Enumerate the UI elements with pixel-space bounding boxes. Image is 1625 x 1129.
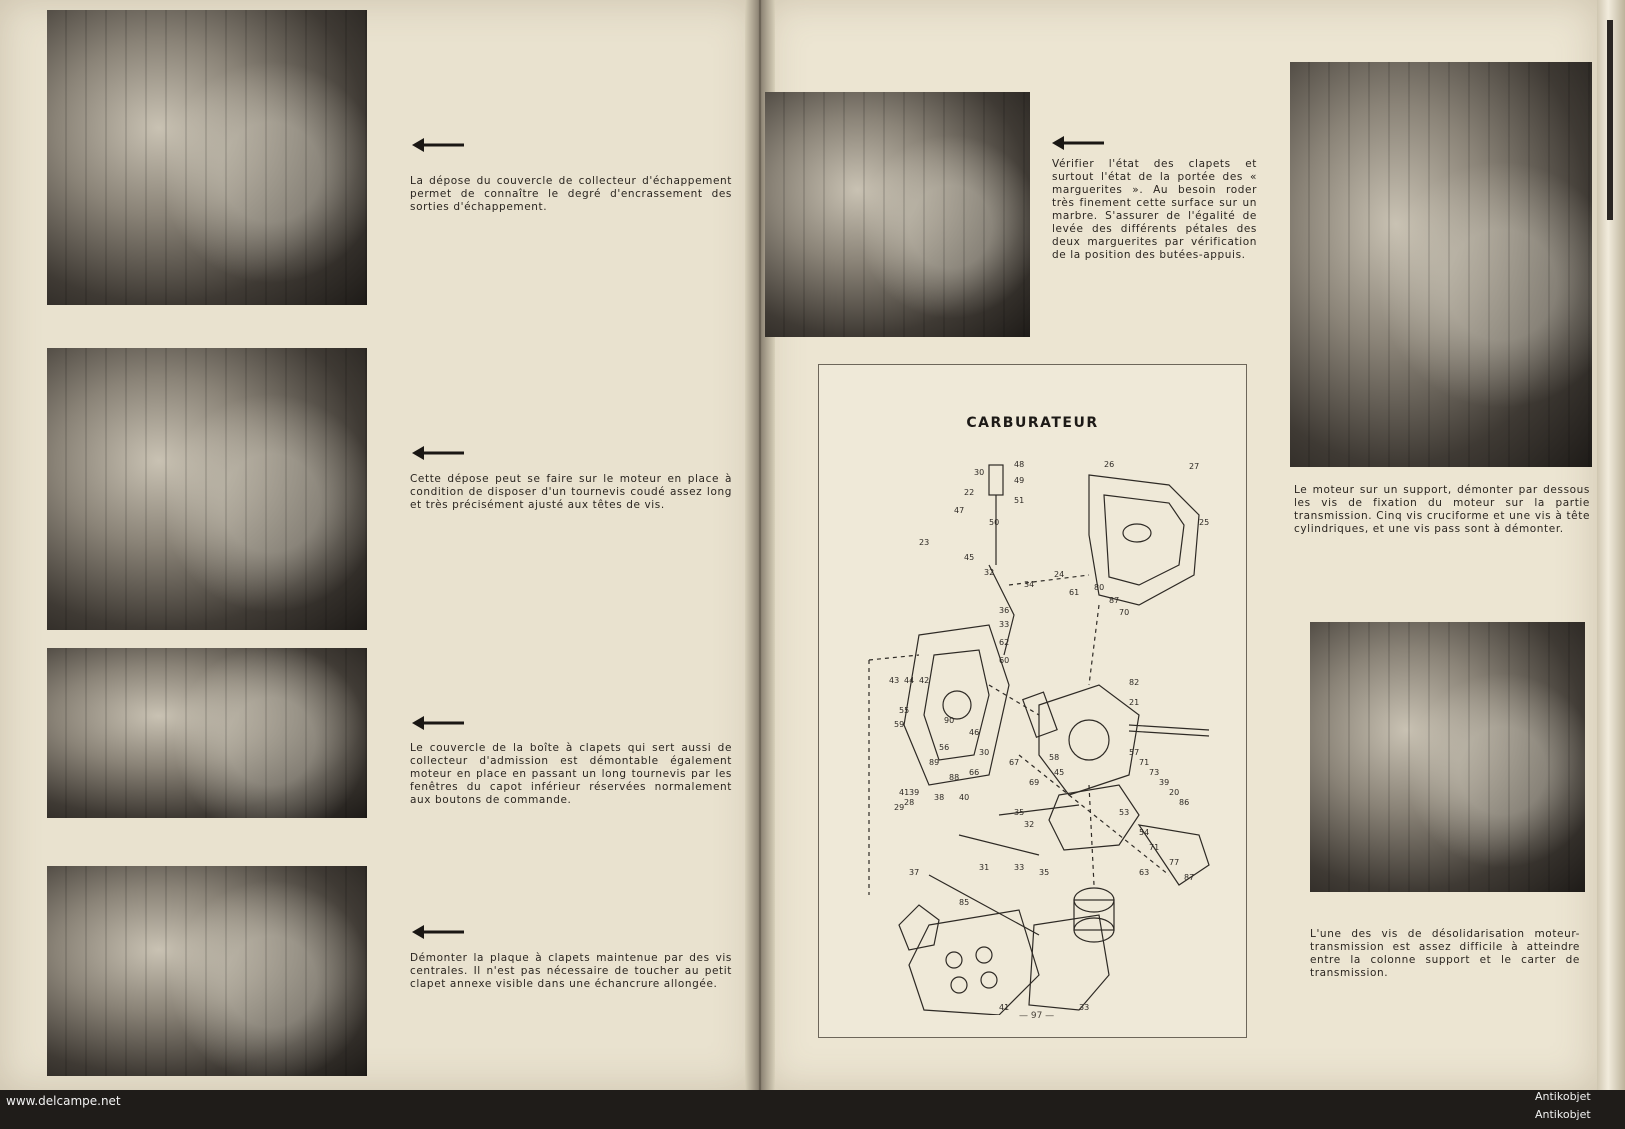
carburetor-diagram bbox=[818, 364, 1247, 1038]
part-number-label: 70 bbox=[1119, 608, 1130, 617]
part-number-label: 61 bbox=[1069, 588, 1080, 597]
photo-valve-plate bbox=[47, 866, 367, 1076]
caption-4: Démonter la plaque à clapets maintenue par des vis centrales. Il n'est pas nécessaire de toucher au petit clapet annexe visible dans une échancrure allongée. bbox=[410, 952, 732, 990]
part-number-label: 85 bbox=[959, 898, 970, 907]
part-number-label: 62 bbox=[999, 638, 1010, 647]
part-number-label: 41 bbox=[899, 788, 910, 797]
caption-transmission: L'une des vis de désolidarisation moteur-transmission est assez difficile à atteindre entre la colonne support et le carter de transmission. bbox=[1310, 928, 1580, 979]
arrow-left-icon bbox=[1052, 136, 1104, 150]
part-number-label: 45 bbox=[1054, 768, 1065, 777]
part-number-label: 34 bbox=[1024, 580, 1035, 589]
part-number-label: 71 bbox=[1139, 758, 1150, 767]
photo-valve-box bbox=[47, 648, 367, 818]
part-number-label: 41 bbox=[999, 1003, 1010, 1012]
part-number-label: 33 bbox=[999, 620, 1010, 629]
part-number-label: 57 bbox=[1129, 748, 1140, 757]
part-number-label: 28 bbox=[904, 798, 915, 807]
part-number-label: 59 bbox=[894, 720, 905, 729]
part-number-label: 42 bbox=[919, 676, 930, 685]
arrow-left-icon bbox=[412, 716, 464, 730]
part-number-label: 33 bbox=[1079, 1003, 1090, 1012]
part-number-label: 43 bbox=[889, 676, 900, 685]
part-number-label: 56 bbox=[939, 743, 950, 752]
part-number-label: 35 bbox=[1014, 808, 1025, 817]
photo-exhaust-cover bbox=[47, 10, 367, 305]
part-number-label: 32 bbox=[1024, 820, 1035, 829]
part-number-label: 39 bbox=[1159, 778, 1170, 787]
caption-3: Le couvercle de la boîte à clapets qui sert aussi de collecteur d'admission est démontable également moteur en place en passant un long tournevis par les fenêtres du capot inférieur réservées normalement aux boutons de commande. bbox=[410, 742, 732, 806]
part-number-label: 22 bbox=[964, 488, 975, 497]
part-number-label: 31 bbox=[979, 863, 990, 872]
part-number-label: 46 bbox=[969, 728, 980, 737]
part-number-label: 54 bbox=[1139, 828, 1150, 837]
watermark-left: www.delcampe.net bbox=[6, 1094, 121, 1108]
page-edge bbox=[1597, 0, 1625, 1090]
part-number-label: 53 bbox=[1119, 808, 1130, 817]
photo-engine-support bbox=[1290, 62, 1592, 467]
part-number-label: 20 bbox=[1169, 788, 1180, 797]
arrow-left-icon bbox=[412, 925, 464, 939]
page-number: — 97 — bbox=[1019, 1011, 1055, 1021]
part-number-label: 44 bbox=[904, 676, 915, 685]
part-number-label: 29 bbox=[894, 803, 905, 812]
part-number-label: 67 bbox=[1009, 758, 1020, 767]
part-number-label: 45 bbox=[964, 553, 975, 562]
caption-1: La dépose du couvercle de collecteur d'échappement permet de connaître le degré d'encrassement des sorties d'échappement. bbox=[410, 175, 732, 213]
part-number-label: 89 bbox=[929, 758, 940, 767]
arrow-left-icon bbox=[412, 138, 464, 152]
part-number-label: 51 bbox=[1014, 496, 1025, 505]
part-number-label: 82 bbox=[1129, 678, 1140, 687]
caption-2: Cette dépose peut se faire sur le moteur en place à condition de disposer d'un tournevis coudé assez long et très précisément ajusté aux têtes de vis. bbox=[410, 473, 732, 511]
part-number-label: 32 bbox=[984, 568, 995, 577]
part-number-label: 69 bbox=[1029, 778, 1040, 787]
part-number-label: 86 bbox=[1179, 798, 1190, 807]
part-number-label: 63 bbox=[1139, 868, 1150, 877]
part-number-label: 21 bbox=[1129, 698, 1140, 707]
part-number-label: 36 bbox=[999, 606, 1010, 615]
part-number-label: 90 bbox=[944, 716, 955, 725]
part-number-label: 25 bbox=[1199, 518, 1210, 527]
caption-valves: Vérifier l'état des clapets et surtout l'état de la portée des « marguerites ». Au besoin roder très finement cette surface sur un marbre. S'assurer de l'égalité de levée des différents pétales des deux marguerites par vérification de la position des butées-appuis. bbox=[1052, 158, 1257, 261]
part-number-label: 26 bbox=[1104, 460, 1115, 469]
part-number-label: 39 bbox=[909, 788, 920, 797]
photo-valves bbox=[765, 92, 1030, 337]
part-number-label: 87 bbox=[1109, 596, 1120, 605]
part-number-label: 47 bbox=[954, 506, 965, 515]
part-number-label: 37 bbox=[909, 868, 920, 877]
part-number-label: 71 bbox=[1149, 843, 1160, 852]
caption-engine-support: Le moteur sur un support, démonter par dessous les vis de fixation du moteur sur la partie transmission. Cinq vis cruciforme et une vis à tête cylindriques, et une vis pass sont à démonter. bbox=[1294, 484, 1590, 535]
part-number-label: 27 bbox=[1189, 462, 1200, 471]
part-number-label: 88 bbox=[949, 773, 960, 782]
part-number-label: 55 bbox=[899, 706, 910, 715]
part-number-label: 50 bbox=[989, 518, 1000, 527]
part-number-label: 49 bbox=[1014, 476, 1025, 485]
part-number-label: 48 bbox=[1014, 460, 1025, 469]
bottom-strip bbox=[0, 1090, 1625, 1129]
part-number-label: 60 bbox=[999, 656, 1010, 665]
watermark-right-bottom: Antikobjet bbox=[1535, 1108, 1591, 1121]
part-number-label: 23 bbox=[919, 538, 930, 547]
part-number-label: 33 bbox=[1014, 863, 1025, 872]
part-number-label: 24 bbox=[1054, 570, 1065, 579]
part-number-label: 30 bbox=[974, 468, 985, 477]
part-number-label: 38 bbox=[934, 793, 945, 802]
part-number-label: 77 bbox=[1169, 858, 1180, 867]
part-number-label: 58 bbox=[1049, 753, 1060, 762]
part-number-label: 66 bbox=[969, 768, 980, 777]
part-number-label: 73 bbox=[1149, 768, 1160, 777]
watermark-right-top: Antikobjet bbox=[1535, 1090, 1591, 1103]
part-number-label: 30 bbox=[979, 748, 990, 757]
part-number-label: 40 bbox=[959, 793, 970, 802]
diagram-title: CARBURATEUR bbox=[966, 415, 1099, 431]
arrow-left-icon bbox=[412, 446, 464, 460]
part-number-label: 80 bbox=[1094, 583, 1105, 592]
carburetor-exploded-view bbox=[839, 455, 1229, 1015]
photo-transmission-screw bbox=[1310, 622, 1585, 892]
part-number-label: 87 bbox=[1184, 873, 1195, 882]
photo-engine-block bbox=[47, 348, 367, 630]
part-number-label: 35 bbox=[1039, 868, 1050, 877]
